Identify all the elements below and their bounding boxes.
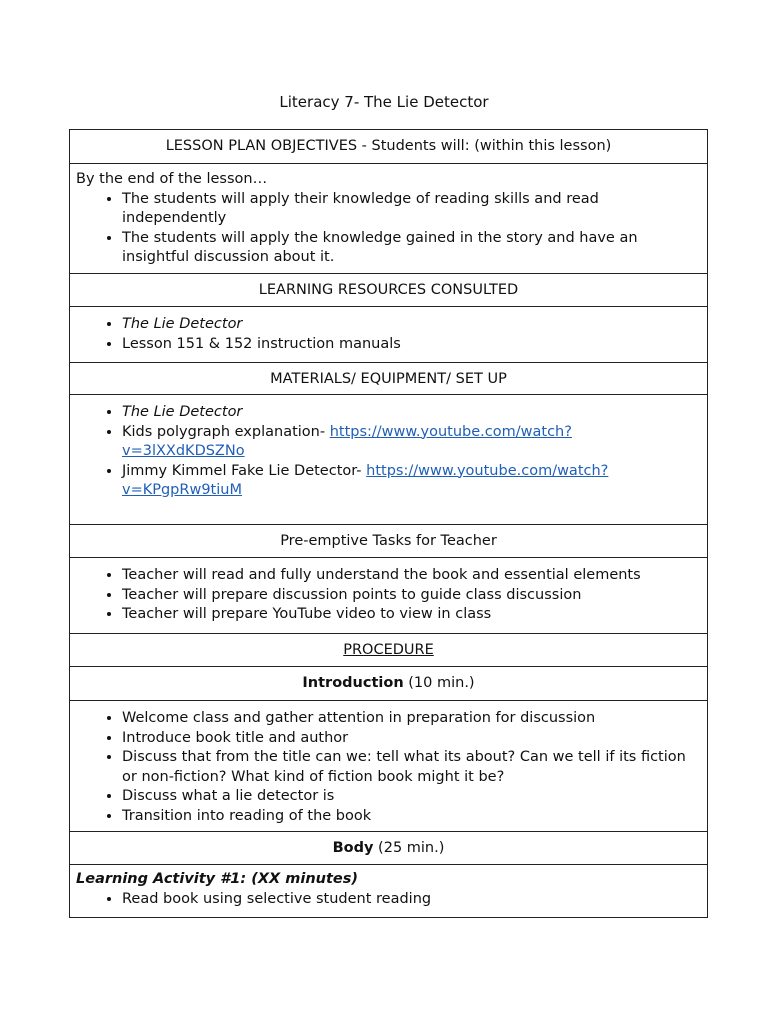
objectives-body [70,163,707,273]
procedure-header-row [70,633,707,666]
list-item: • Introduce book title and author [122,729,701,749]
list-item: • Discuss that from the title can we: tell what its about? Can we tell if its fiction or non-fiction? What kind of fiction book might it be? [122,748,701,787]
list-item: • The students will apply their knowledge of reading skills and read independently [122,190,701,229]
introduction-body [70,700,707,831]
resources-body [70,306,707,362]
preemptive-header-row [70,524,707,557]
materials-header: MATERIALS/ EQUIPMENT/ SET UP [270,371,507,387]
body-label: Body [332,840,374,856]
resources-header: LEARNING RESOURCES CONSULTED [258,282,519,298]
materials-list [76,403,701,501]
procedure-header: PROCEDURE [343,642,434,658]
list-item: • Discuss what a lie detector is [122,787,701,807]
body-header-row [70,831,707,864]
document-title: Literacy 7- The Lie Detector [279,93,489,111]
objectives-header-row [70,130,707,163]
resources-header-row [70,273,707,306]
introduction-time: (10 min.) [403,675,475,691]
body-time: (25 min.) [373,840,445,856]
body-content [70,864,707,917]
objectives-header: LESSON PLAN OBJECTIVES - Students will: (within this lesson) [165,138,612,154]
list-item: • Lesson 151 & 152 instruction manuals [122,335,701,355]
introduction-header-row [70,666,707,700]
list-item: • Teacher will read and fully understand the book and essential elements [122,566,701,586]
preemptive-body [70,557,707,633]
lesson-plan-table [69,129,708,918]
list-item: • The students will apply the knowledge gained in the story and have an insightful discussion about it. [122,229,701,268]
introduction-list [76,709,701,826]
objectives-list [76,190,701,268]
materials-body [70,394,707,524]
body-list [76,890,701,910]
materials-header-row [70,362,707,394]
preemptive-list [76,566,701,625]
list-item [122,423,701,462]
learning-activity-title: Learning Activity #1: (XX minutes) [76,871,358,887]
list-item: • Teacher will prepare YouTube video to view in class [122,605,701,625]
list-item: • Teacher will prepare discussion points to guide class discussion [122,586,701,606]
list-item: • Read book using selective student reading [122,890,701,910]
list-item [122,462,701,501]
preemptive-header: Pre-emptive Tasks for Teacher [280,533,497,549]
list-item: • The Lie Detector [122,315,701,335]
kimmel-video-link[interactable]: https://www.youtube.com/watch? v=KPgpRw9tiuM [122,462,609,498]
list-item: • Transition into reading of the book [122,807,701,827]
objectives-intro: By the end of the lesson… [76,171,268,187]
materials-item-text: Kids polygraph explanation- [122,423,330,440]
materials-item-text: Jimmy Kimmel Fake Lie Detector- [122,462,367,479]
polygraph-video-link[interactable]: https://www.youtube.com/watch? v=3lXXdKDSZNo [122,423,572,459]
list-item: • The Lie Detector [122,403,701,423]
introduction-label: Introduction [302,675,404,691]
list-item: • Welcome class and gather attention in preparation for discussion [122,709,701,729]
resources-list [76,315,701,354]
